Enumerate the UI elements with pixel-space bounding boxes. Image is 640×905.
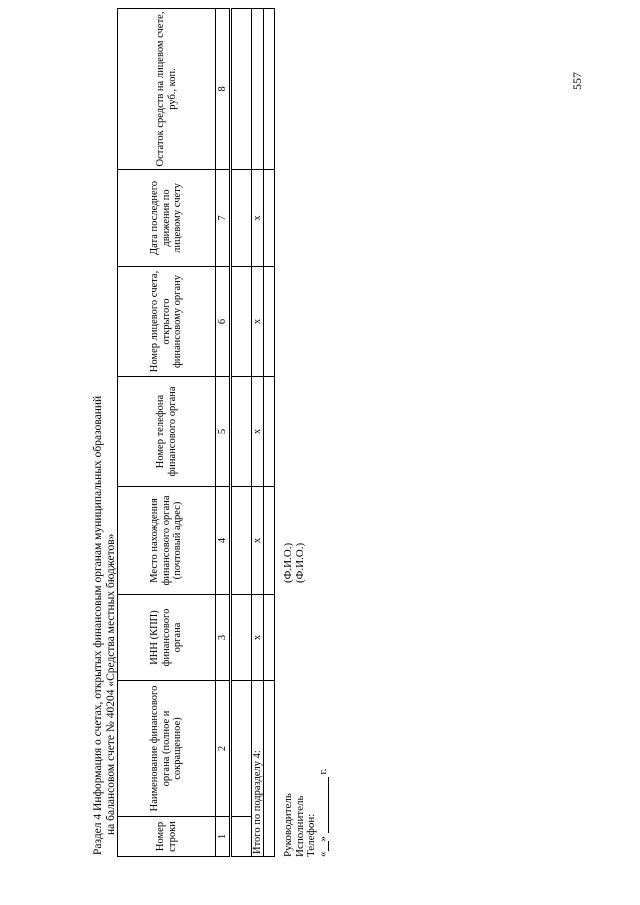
phone-label: Телефон: <box>305 813 317 857</box>
total-cell: х <box>252 267 264 377</box>
column-number: 3 <box>216 595 231 681</box>
table-cell <box>231 170 252 267</box>
header-inn: ИНН (КПП) финансового органа <box>118 595 216 681</box>
table-cell <box>264 9 275 170</box>
table-cell <box>231 487 252 595</box>
column-number: 8 <box>216 9 231 170</box>
table-cell <box>264 487 275 595</box>
fio-executor: (Ф.И.О.) <box>293 542 306 583</box>
header-row-number: Номер строки <box>118 817 216 857</box>
header-balance: Остаток средств на лицевом счете, руб., коп. <box>118 9 216 170</box>
header-address: Место нахождения финансового органа (почтовый адрес) <box>118 487 216 595</box>
page-number: 557 <box>570 72 584 90</box>
day-blank <box>318 842 329 852</box>
signature-block <box>283 768 329 857</box>
column-number: 7 <box>216 170 231 267</box>
header-account-number: Номер лицевого счета, открытого финансовому органу <box>118 267 216 377</box>
table-cell <box>231 377 252 487</box>
year-suffix: г. <box>316 768 329 775</box>
section-title <box>92 15 118 855</box>
column-number: 4 <box>216 487 231 595</box>
column-number: 2 <box>216 681 231 817</box>
table-cell <box>264 267 275 377</box>
section-title-line-2: на балансовом счете № 40204 «Средства местных бюджетов» <box>105 533 117 835</box>
column-number: 5 <box>216 377 231 487</box>
accounts-table <box>117 8 275 857</box>
executor-label: Исполнитель <box>293 795 306 857</box>
total-cell: х <box>252 170 264 267</box>
column-number-row <box>216 9 231 857</box>
total-cell: х <box>252 595 264 681</box>
date-close-quote: » <box>316 836 329 842</box>
table-cell <box>264 681 275 857</box>
header-org-name: Наименование финансового органа (полное и сокращенное) <box>118 681 216 817</box>
header-phone: Номер телефона финансового органа <box>118 377 216 487</box>
table-cell <box>231 681 252 817</box>
table-cell <box>231 267 252 377</box>
table-cell <box>264 377 275 487</box>
manager-label: Руководитель <box>282 793 294 857</box>
table-header-row <box>118 9 216 857</box>
header-last-movement-date: Дата последнего движения по лицевому счету <box>118 170 216 267</box>
section-title-line-1: Раздел 4 Информация о счетах, открытых финансовым органам муниципальных образований <box>92 395 104 855</box>
table-cell <box>231 9 252 170</box>
total-cell: х <box>252 487 264 595</box>
fio-manager: (Ф.И.О.) <box>282 542 294 583</box>
table-cell <box>231 817 252 857</box>
total-cell <box>252 9 264 170</box>
total-cell: х <box>252 377 264 487</box>
month-year-blank <box>318 777 329 833</box>
table-cell <box>264 595 275 681</box>
date-line <box>318 768 330 857</box>
table-cell <box>264 170 275 267</box>
fio-block <box>283 543 306 583</box>
column-number: 6 <box>216 267 231 377</box>
total-label: Итого по подразделу 4: <box>252 681 264 857</box>
total-row <box>252 9 264 857</box>
column-number: 1 <box>216 817 231 857</box>
table-cell <box>231 595 252 681</box>
table-row <box>231 9 252 857</box>
date-open-quote: « <box>316 851 329 857</box>
blank-row <box>264 9 275 857</box>
